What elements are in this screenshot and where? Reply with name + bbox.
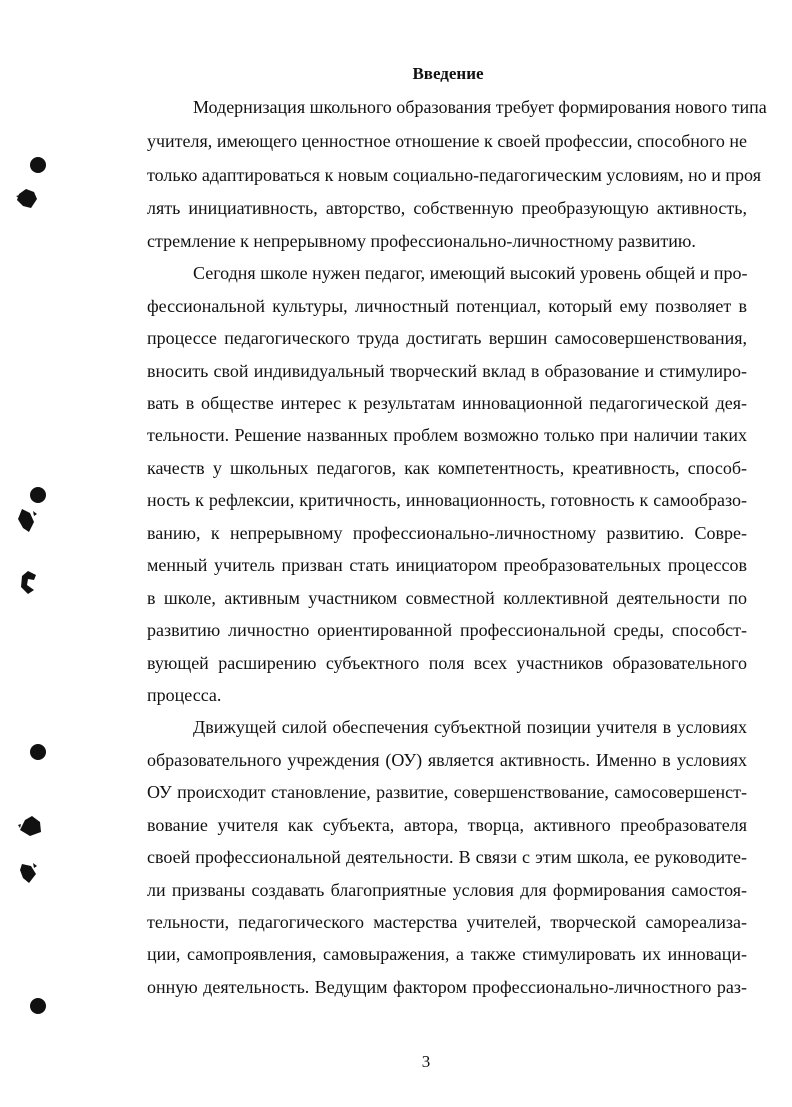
text-line: вать в обществе интерес к результатам инновационной педагогической дея- [147,393,747,413]
text-line: развитию личностно ориентированной профессиональной среды, способст- [147,620,747,640]
hole-punch-mark-3 [28,742,48,762]
text-line: вующей расширению субъектного поля всех участников образовательного [147,653,747,673]
hole-punch-mark-4 [28,996,48,1016]
text-line: образовательного учреждения (ОУ) является активность. Именно в условиях [147,750,747,770]
text-line: вование учителя как субъекта, автора, творца, активного преобразователя [147,815,747,835]
text-line: качеств у школьных педагогов, как компетентность, креативность, способ- [147,458,747,478]
text-line: своей профессиональной деятельности. В связи с этим школа, ее руководите- [147,847,747,867]
text-line: ции, самопроявления, самовыражения, а также стимулировать их инноваци- [147,944,747,964]
text-line: ОУ происходит становление, развитие, совершенствование, самосовершенст- [147,782,747,802]
text-line: фессиональной культуры, личностный потенциал, который ему позволяет в [147,296,747,316]
hole-punch-mark-2 [28,485,48,505]
hole-punch-mark-1 [28,155,48,175]
text-line: ли призваны создавать благоприятные условия для формирования самостоя- [147,880,747,900]
text-line: вносить свой индивидуальный творческий вклад в образование и стимулиро- [147,361,747,381]
text-line: ванию, к непрерывному профессионально-личностному развитию. Совре- [147,523,747,543]
text-line: тельности, педагогического мастерства учителей, творческой самореализа- [147,912,747,932]
text-line: Сегодня школе нужен педагог, имеющий высокий уровень общей и про- [193,263,748,283]
ink-blot-mark-3 [16,568,40,596]
ink-blot-mark-5 [16,860,40,886]
ink-blot-mark-1 [14,186,40,212]
text-line: тельности. Решение названных проблем возможно только при наличии таких [147,425,747,445]
text-line: менный учитель призван стать инициатором преобразовательных процессов [147,555,747,575]
ink-blot-mark-4 [16,812,44,838]
page-number: 3 [421,1052,431,1071]
text-line: Модернизация школьного образования требует формирования нового типа [193,97,767,117]
text-line: онную деятельность. Ведущим фактором профессионально-личностного раз- [147,977,747,997]
section-heading: Введение [412,64,484,83]
text-line: процессе педагогического труда достигать вершин самосовершенствования, [147,328,747,348]
text-line: в школе, активным участником совместной коллективной деятельности по [147,588,747,608]
ink-blot-mark-2 [14,506,40,536]
text-line: ность к рефлексии, критичность, инновационность, готовность к самообразо- [147,490,747,510]
text-line: стремление к непрерывному профессионально-личностному развитию. [147,231,696,251]
text-line: лять инициативность, авторство, собственную преобразующую активность, [147,198,747,218]
text-line: Движущей силой обеспечения субъектной позиции учителя в условиях [193,717,747,737]
text-line: учителя, имеющего ценностное отношение к своей профессии, способного не [147,131,747,151]
text-line: только адаптироваться к новым социально-педагогическим условиям, но и проя [147,165,761,185]
text-line: процесса. [147,685,222,705]
